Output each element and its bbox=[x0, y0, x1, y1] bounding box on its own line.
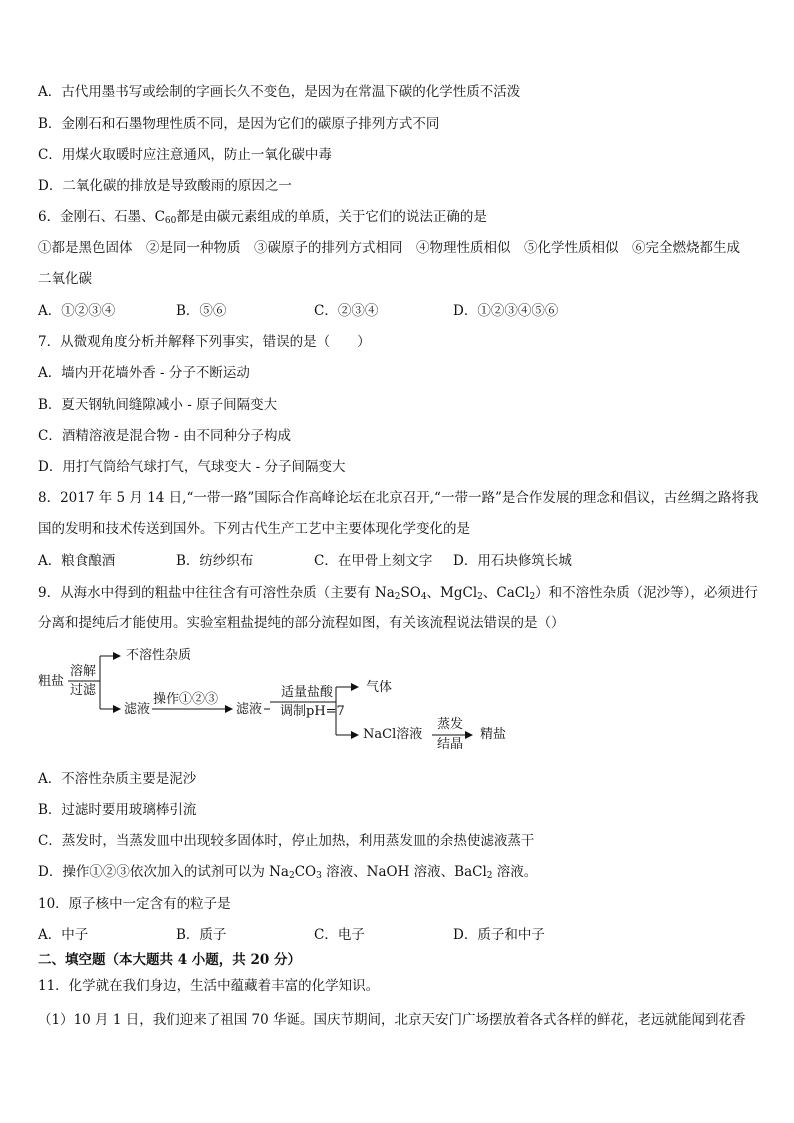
flow-hydrochloric-acid: 适量盐酸 bbox=[281, 685, 334, 700]
q9-option-a: A．不溶性杂质主要是泥沙 bbox=[38, 771, 197, 787]
flow-filtrate: 滤液 bbox=[124, 702, 151, 717]
flow-nacl-solution: NaCl溶液 bbox=[363, 727, 423, 742]
q8-options bbox=[38, 552, 758, 570]
q6-stem: 6．金刚石、石墨、$C_{60}$都是由碳元素组成的单质，关于它们的说法正确的是 bbox=[38, 209, 487, 226]
q7-option-b: B．夏天钢轨间缝隙减小 - 原子间隔变大 bbox=[38, 397, 278, 413]
q8-option-b: B．纺纱织布 bbox=[176, 553, 254, 569]
q8-option-c: C．在甲骨上刻文字 bbox=[314, 553, 433, 569]
q5-option-b: B．金刚石和石墨物理性质不同，是因为它们的碳原子排列方式不同 bbox=[38, 116, 440, 132]
flow-crystallize: 结晶 bbox=[437, 737, 464, 752]
q10-option-b: B．质子 bbox=[176, 927, 227, 943]
q10-option-a: A．中子 bbox=[38, 927, 89, 943]
q6-items-cont: 二氧化碳 bbox=[38, 271, 92, 287]
flow-crude-salt: 粗盐 bbox=[38, 674, 65, 689]
flow-gas: 气体 bbox=[366, 680, 393, 695]
q10-stem: 10．原子核中一定含有的粒子是 bbox=[38, 896, 231, 912]
section-heading: 二、填空题（本大题共 4 小题，共 20 分） bbox=[38, 952, 301, 968]
q9-option-c: C．蒸发时，当蒸发皿中出现较多固体时，停止加热，利用蒸发皿的余热使滤液蒸干 bbox=[38, 833, 535, 849]
q6-items: ①都是黑色固体 ②是同一种物质 ③碳原子的排列方式相同 ④物理性质相似 ⑤化学性质相似 ⑥完全燃烧都生成 bbox=[38, 240, 740, 256]
flow-insoluble-impurities: 不溶性杂质 bbox=[126, 648, 192, 663]
q6-option-a: A．①②③④ bbox=[38, 303, 116, 319]
q8-stem-cont: 国的发明和技术传送到国外。下列古代生产工艺中主要体现化学变化的是 bbox=[38, 521, 470, 537]
q10-option-c: C．电子 bbox=[314, 927, 365, 943]
q11-stem: 11．化学就在我们身边，生活中蕴藏着丰富的化学知识。 bbox=[38, 978, 380, 994]
flow-filtrate-2: 滤液 bbox=[236, 702, 263, 717]
flow-filter: 过滤 bbox=[70, 683, 97, 698]
q9-stem: 9．从海水中得到的粗盐中往往含有可溶性杂质（主要有 $Na_2SO_4$、MgCl$_2$、CaCl$_2$）和不溶性杂质（泥沙等），必须进行 bbox=[38, 585, 758, 602]
flow-refined-salt: 精盐 bbox=[480, 727, 507, 742]
salt-purification-flowchart bbox=[36, 646, 536, 752]
q9-option-d: D．操作①②③依次加入的试剂可以为 $Na_2CO_3$ 溶液、NaOH 溶液、BaCl$_2$ 溶液。 bbox=[38, 864, 538, 881]
q6-options bbox=[38, 302, 758, 320]
q9-stem-cont: 分离和提纯后才能使用。实验室粗盐提纯的部分流程如图，有关该流程说法错误的是（） bbox=[38, 615, 565, 631]
q8-option-d: D．用石块修筑长城 bbox=[453, 553, 572, 569]
q6-option-b: B．⑤⑥ bbox=[176, 303, 227, 319]
q6-option-c: C．②③④ bbox=[314, 303, 379, 319]
flow-operation: 操作①②③ bbox=[153, 692, 219, 707]
q10-options bbox=[38, 926, 758, 944]
q7-option-c: C．酒精溶液是混合物 - 由不同种分子构成 bbox=[38, 428, 291, 444]
q7-stem: 7．从微观角度分析并解释下列事实，错误的是（ ） bbox=[38, 334, 371, 350]
q5-option-a: A．古代用墨书写或绘制的字画长久不变色，是因为在常温下碳的化学性质不活泼 bbox=[38, 84, 521, 100]
q7-option-d: D．用打气筒给气球打气，气球变大 - 分子间隔变大 bbox=[38, 459, 346, 475]
q6-option-d: D．①②③④⑤⑥ bbox=[453, 303, 559, 319]
q9-option-b: B．过滤时要用玻璃棒引流 bbox=[38, 802, 197, 818]
flow-evaporate: 蒸发 bbox=[437, 717, 464, 732]
q11-part1: （1）10 月 1 日，我们迎来了祖国 70 华诞。国庆节期间，北京天安门广场摆放着各式各样的鲜花，老远就能闻到花香 bbox=[38, 1012, 746, 1028]
q8-option-a: A．粮食酿酒 bbox=[38, 553, 116, 569]
q5-option-d: D．二氧化碳的排放是导致酸雨的原因之一 bbox=[38, 178, 292, 194]
q8-stem: 8．2017 年 5 月 14 日,“一带一路”国际合作高峰论坛在北京召开,“一带一路”是合作发展的理念和倡议，古丝绸之路将我 bbox=[38, 490, 759, 506]
q10-option-d: D．质子和中子 bbox=[453, 927, 545, 943]
flow-dissolve: 溶解 bbox=[70, 664, 97, 679]
q7-option-a: A．墙内开花墙外香 - 分子不断运动 bbox=[38, 365, 250, 381]
flow-adjust-ph: 调制pH=7 bbox=[280, 704, 345, 719]
q5-option-c: C．用煤火取暖时应注意通风，防止一氧化碳中毒 bbox=[38, 147, 332, 163]
